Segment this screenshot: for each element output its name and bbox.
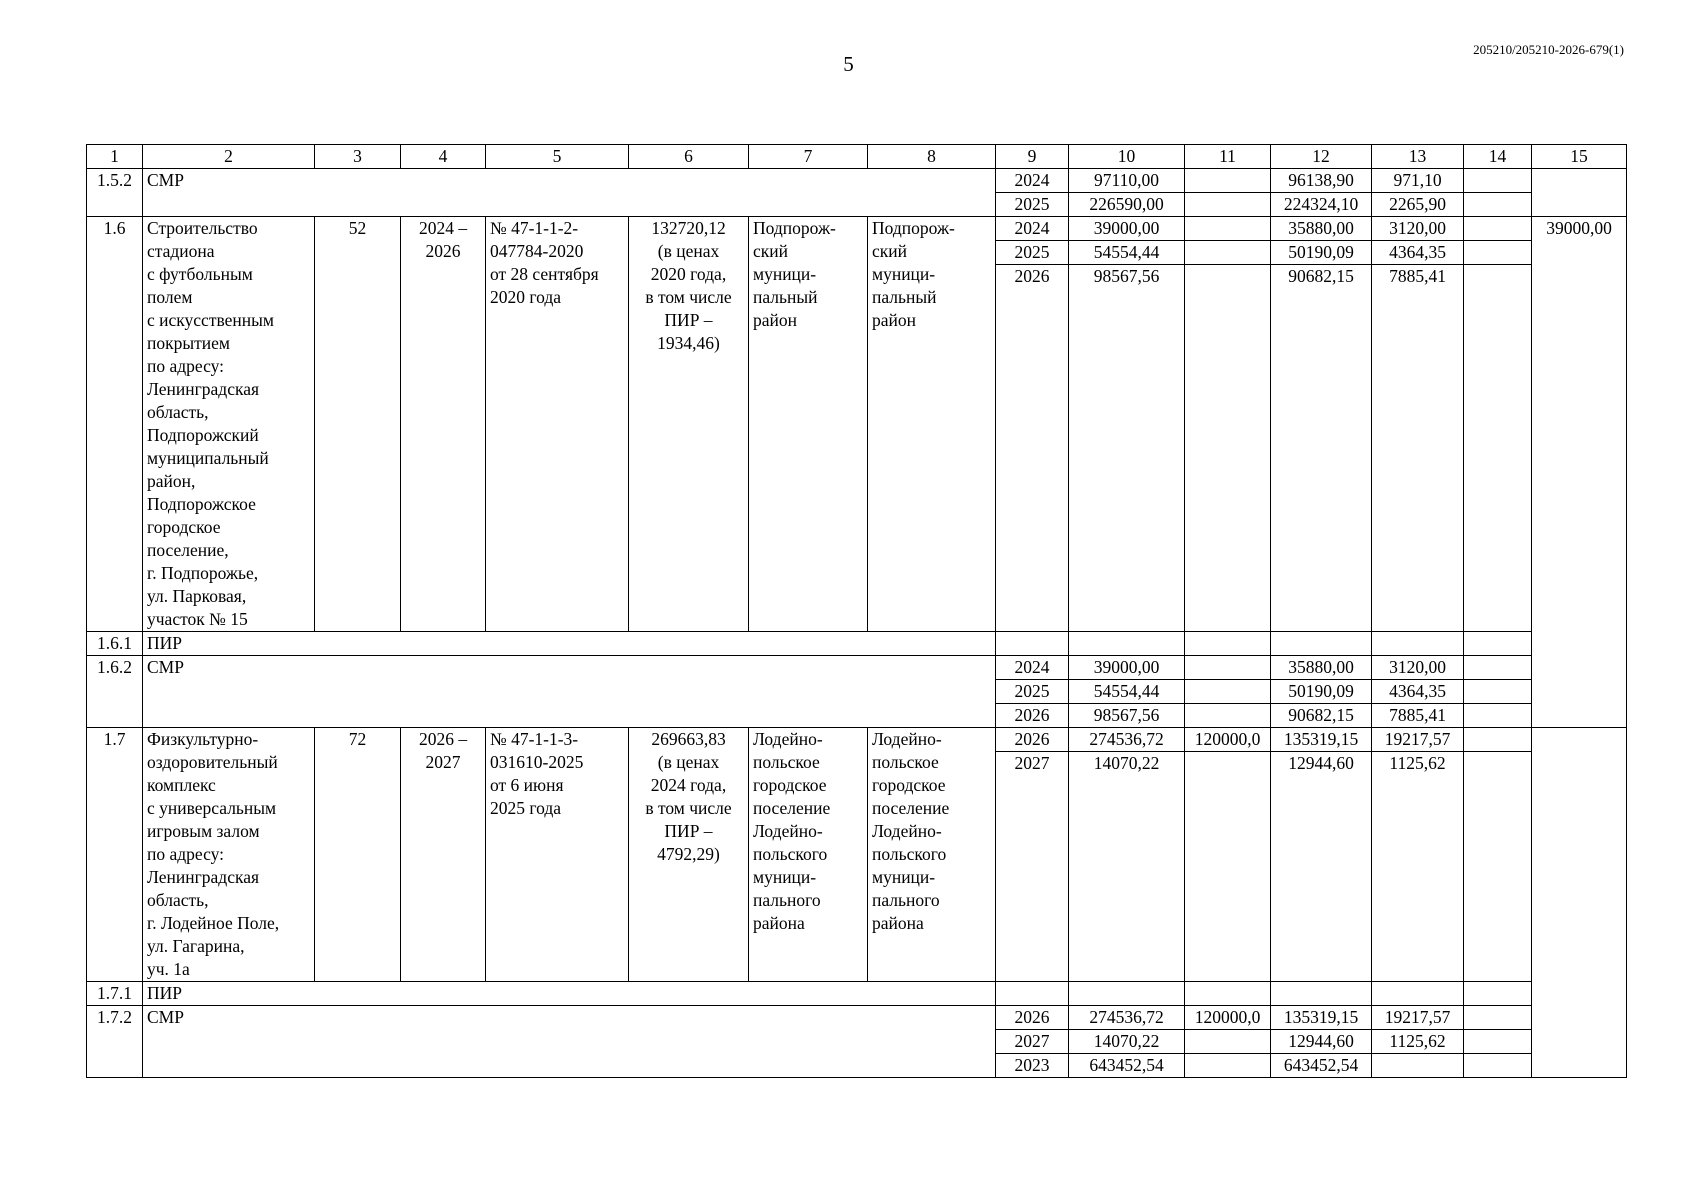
row-id: 1.6.2 (87, 656, 143, 728)
table-row (87, 1006, 1627, 1030)
amount-cell (1069, 982, 1185, 1006)
text-line: 1934,46) (657, 333, 720, 353)
text-line: с универсальным (147, 798, 277, 818)
year-cell (996, 632, 1069, 656)
amount-cell: 12944,60 (1271, 1030, 1372, 1054)
amount-cell (1464, 241, 1532, 265)
text-line: Подпорожское (147, 494, 256, 514)
text-line: ул. Гагарина, (147, 936, 245, 956)
amount-cell: 39000,00 (1069, 656, 1185, 680)
text-line: ский (753, 241, 788, 261)
text-line: район (753, 310, 797, 330)
header-cell: 3 (315, 145, 401, 169)
amount-cell: 971,10 (1372, 169, 1464, 193)
amount-cell: 19217,57 (1372, 1006, 1464, 1030)
header-cell: 14 (1464, 145, 1532, 169)
text-line: № 47-1-1-3- (490, 729, 579, 749)
text-line: ПИР – (664, 310, 713, 330)
text-line: 2024 года, (650, 775, 727, 795)
year-cell: 2027 (996, 752, 1069, 982)
amount-cell (1532, 169, 1627, 217)
capacity-cell: 72 (315, 728, 401, 982)
text-line: 4792,29) (657, 844, 720, 864)
text-line: Подпорожский (147, 425, 259, 445)
amount-cell: 4364,35 (1372, 241, 1464, 265)
text-line: игровым залом (147, 821, 260, 841)
table-row (87, 728, 1627, 752)
amount-cell (1532, 728, 1627, 1078)
text-line: муници- (872, 867, 936, 887)
text-line: городское (147, 517, 221, 537)
year-cell: 2027 (996, 1030, 1069, 1054)
text-line: польское (753, 752, 820, 772)
object-name (143, 217, 315, 632)
text-line: по адресу: (147, 356, 225, 376)
amount-cell: 7885,41 (1372, 704, 1464, 728)
text-line: комплекс (147, 775, 216, 795)
row-id: 1.6.1 (87, 632, 143, 656)
row-id: 1.6 (87, 217, 143, 632)
table-row (87, 656, 1627, 680)
text-line: 269663,83 (651, 729, 726, 749)
text-line: г. Подпорожье, (147, 563, 259, 583)
amount-cell (1464, 704, 1532, 728)
row-name: СМР (143, 169, 996, 217)
amount-cell: 12944,60 (1271, 752, 1372, 982)
amount-cell (1185, 656, 1271, 680)
text-line: пальный (753, 287, 818, 307)
header-cell: 10 (1069, 145, 1185, 169)
text-line: района (872, 913, 924, 933)
amount-cell (1185, 217, 1271, 241)
text-line: городское (872, 775, 946, 795)
text-line: поселение (872, 798, 950, 818)
amount-cell: 1125,62 (1372, 1030, 1464, 1054)
text-line: польского (872, 844, 947, 864)
amount-cell (1185, 704, 1271, 728)
amount-cell (1185, 1030, 1271, 1054)
amount-cell: 19217,57 (1372, 728, 1464, 752)
cost-cell (629, 728, 749, 982)
amount-cell (1185, 265, 1271, 632)
header-cell: 6 (629, 145, 749, 169)
amount-cell: 98567,56 (1069, 265, 1185, 632)
amount-cell (1185, 193, 1271, 217)
text-line: по адресу: (147, 844, 225, 864)
text-line: ПИР – (664, 821, 713, 841)
text-line: Ленинградская (147, 867, 260, 887)
header-cell: 8 (868, 145, 996, 169)
header-cell: 13 (1372, 145, 1464, 169)
text-line: муниципальный (147, 448, 269, 468)
text-line: 047784-2020 (490, 241, 584, 261)
amount-cell: 643452,54 (1271, 1054, 1372, 1078)
text-line: область, (147, 890, 209, 910)
text-line: 2024 – (418, 218, 468, 238)
period-cell (401, 217, 486, 632)
text-line: польского (753, 844, 828, 864)
table-row (87, 982, 1627, 1006)
amount-cell: 1125,62 (1372, 752, 1464, 982)
object-name (143, 728, 315, 982)
text-line: уч. 1а (147, 959, 190, 979)
amount-cell: 50190,09 (1271, 680, 1372, 704)
amount-cell (1372, 982, 1464, 1006)
text-line: с искусственным (147, 310, 274, 330)
text-line: от 28 сентября (490, 264, 599, 284)
text-line: участок № 15 (147, 609, 248, 629)
amount-cell (1464, 1054, 1532, 1078)
text-line: (в ценах (657, 241, 720, 261)
text-line: г. Лодейное Поле, (147, 913, 280, 933)
text-line: район, (147, 471, 196, 491)
header-cell: 15 (1532, 145, 1627, 169)
text-line: пального (753, 890, 821, 910)
amount-cell: 3120,00 (1372, 656, 1464, 680)
text-line: № 47-1-1-2- (490, 218, 579, 238)
text-line: Физкультурно- (147, 729, 259, 749)
expertise-cell (486, 217, 629, 632)
header-cell: 11 (1185, 145, 1271, 169)
text-line: покрытием (147, 333, 230, 353)
amount-cell: 14070,22 (1069, 752, 1185, 982)
amount-cell: 35880,00 (1271, 217, 1372, 241)
year-cell: 2026 (996, 728, 1069, 752)
text-line: область, (147, 402, 209, 422)
year-cell: 2025 (996, 241, 1069, 265)
document-reference: 205210/205210-2026-679(1) (1473, 42, 1624, 57)
amount-cell (1464, 1006, 1532, 1030)
amount-cell (1185, 1054, 1271, 1078)
developer-cell (868, 728, 996, 982)
header-cell: 7 (749, 145, 868, 169)
capacity-cell: 52 (315, 217, 401, 632)
text-line: района (753, 913, 805, 933)
amount-cell (1372, 1054, 1464, 1078)
text-line: Лодейно- (753, 821, 823, 841)
row-id: 1.5.2 (87, 169, 143, 217)
row-id: 1.7.1 (87, 982, 143, 1006)
page-number: 5 (843, 52, 854, 76)
text-line: городское (753, 775, 827, 795)
amount-cell (1185, 241, 1271, 265)
table-row (87, 632, 1627, 656)
amount-cell (1271, 632, 1372, 656)
amount-cell (1464, 217, 1532, 241)
year-cell: 2025 (996, 680, 1069, 704)
text-line: муници- (753, 264, 817, 284)
year-cell: 2024 (996, 169, 1069, 193)
amount-cell: 2265,90 (1372, 193, 1464, 217)
text-line: 2020 года, (650, 264, 727, 284)
text-line: с футбольным (147, 264, 253, 284)
year-cell: 2026 (996, 1006, 1069, 1030)
text-line: Строительство (147, 218, 258, 238)
header-cell: 2 (143, 145, 315, 169)
text-line: Лодейно- (872, 821, 942, 841)
row-name: ПИР (143, 982, 996, 1006)
amount-cell: 39000,00 (1532, 217, 1627, 728)
amount-cell (1069, 632, 1185, 656)
amount-cell (1185, 752, 1271, 982)
table-row (87, 217, 1627, 241)
text-line: Лодейно- (753, 729, 823, 749)
customer-cell (749, 728, 868, 982)
amount-cell (1464, 169, 1532, 193)
amount-cell: 7885,41 (1372, 265, 1464, 632)
amount-cell: 4364,35 (1372, 680, 1464, 704)
text-line: оздоровительный (147, 752, 278, 772)
text-line: муници- (753, 867, 817, 887)
amount-cell: 224324,10 (1271, 193, 1372, 217)
row-id: 1.7 (87, 728, 143, 982)
text-line: 2025 года (490, 798, 562, 818)
amount-cell (1464, 265, 1532, 632)
text-line: ул. Парковая, (147, 586, 247, 606)
text-line: ский (872, 241, 907, 261)
row-name: ПИР (143, 632, 996, 656)
year-cell: 2024 (996, 217, 1069, 241)
amount-cell (1185, 680, 1271, 704)
amount-cell (1464, 680, 1532, 704)
year-cell: 2023 (996, 1054, 1069, 1078)
amount-cell: 54554,44 (1069, 241, 1185, 265)
amount-cell: 135319,15 (1271, 1006, 1372, 1030)
year-cell (996, 982, 1069, 1006)
amount-cell: 135319,15 (1271, 728, 1372, 752)
amount-cell: 274536,72 (1069, 1006, 1185, 1030)
amount-cell (1464, 193, 1532, 217)
amount-cell: 120000,0 (1185, 1006, 1271, 1030)
header-cell: 1 (87, 145, 143, 169)
text-line: полем (147, 287, 193, 307)
text-line: 2026 – (418, 729, 468, 749)
text-line: поселение (753, 798, 831, 818)
text-line: поселение, (147, 540, 229, 560)
header-cell: 9 (996, 145, 1069, 169)
text-line: Лодейно- (872, 729, 942, 749)
amount-cell: 50190,09 (1271, 241, 1372, 265)
amount-cell: 120000,0 (1185, 728, 1271, 752)
amount-cell: 274536,72 (1069, 728, 1185, 752)
amount-cell: 96138,90 (1271, 169, 1372, 193)
amount-cell (1185, 169, 1271, 193)
amount-cell: 90682,15 (1271, 704, 1372, 728)
text-line: в том числе (645, 798, 732, 818)
amount-cell (1464, 656, 1532, 680)
header-cell: 12 (1271, 145, 1372, 169)
period-cell (401, 728, 486, 982)
budget-table (86, 144, 1627, 1078)
header-cell: 5 (486, 145, 629, 169)
amount-cell: 90682,15 (1271, 265, 1372, 632)
text-line: Ленинградская (147, 379, 260, 399)
amount-cell: 39000,00 (1069, 217, 1185, 241)
amount-cell (1271, 982, 1372, 1006)
header-row (87, 145, 1627, 169)
amount-cell: 35880,00 (1271, 656, 1372, 680)
text-line: пального (872, 890, 940, 910)
row-id: 1.7.2 (87, 1006, 143, 1078)
amount-cell (1464, 728, 1532, 752)
year-cell: 2024 (996, 656, 1069, 680)
amount-cell: 643452,54 (1069, 1054, 1185, 1078)
developer-cell (868, 217, 996, 632)
customer-cell (749, 217, 868, 632)
amount-cell: 97110,00 (1069, 169, 1185, 193)
amount-cell: 14070,22 (1069, 1030, 1185, 1054)
text-line: от 6 июня (490, 775, 564, 795)
year-cell: 2026 (996, 704, 1069, 728)
text-line: 132720,12 (651, 218, 726, 238)
text-line: (в ценах (657, 752, 720, 772)
amount-cell (1464, 632, 1532, 656)
text-line: 2027 (425, 752, 461, 772)
amount-cell (1372, 632, 1464, 656)
amount-cell: 3120,00 (1372, 217, 1464, 241)
amount-cell: 98567,56 (1069, 704, 1185, 728)
text-line: 031610-2025 (490, 752, 584, 772)
text-line: район (872, 310, 916, 330)
text-line: Подпорож- (872, 218, 955, 238)
amount-cell: 226590,00 (1069, 193, 1185, 217)
text-line: в том числе (645, 287, 732, 307)
table-row (87, 169, 1627, 193)
header-cell: 4 (401, 145, 486, 169)
amount-cell (1185, 982, 1271, 1006)
text-line: стадиона (147, 241, 215, 261)
row-name: СМР (143, 656, 996, 728)
amount-cell (1464, 1030, 1532, 1054)
year-cell: 2025 (996, 193, 1069, 217)
cost-cell (629, 217, 749, 632)
text-line: польское (872, 752, 939, 772)
amount-cell (1464, 752, 1532, 982)
text-line: 2020 года (490, 287, 562, 307)
text-line: муници- (872, 264, 936, 284)
text-line: Подпорож- (753, 218, 836, 238)
amount-cell (1464, 982, 1532, 1006)
amount-cell (1185, 632, 1271, 656)
year-cell: 2026 (996, 265, 1069, 632)
text-line: пальный (872, 287, 937, 307)
row-name: СМР (143, 1006, 996, 1078)
text-line: 2026 (425, 241, 461, 261)
amount-cell: 54554,44 (1069, 680, 1185, 704)
expertise-cell (486, 728, 629, 982)
